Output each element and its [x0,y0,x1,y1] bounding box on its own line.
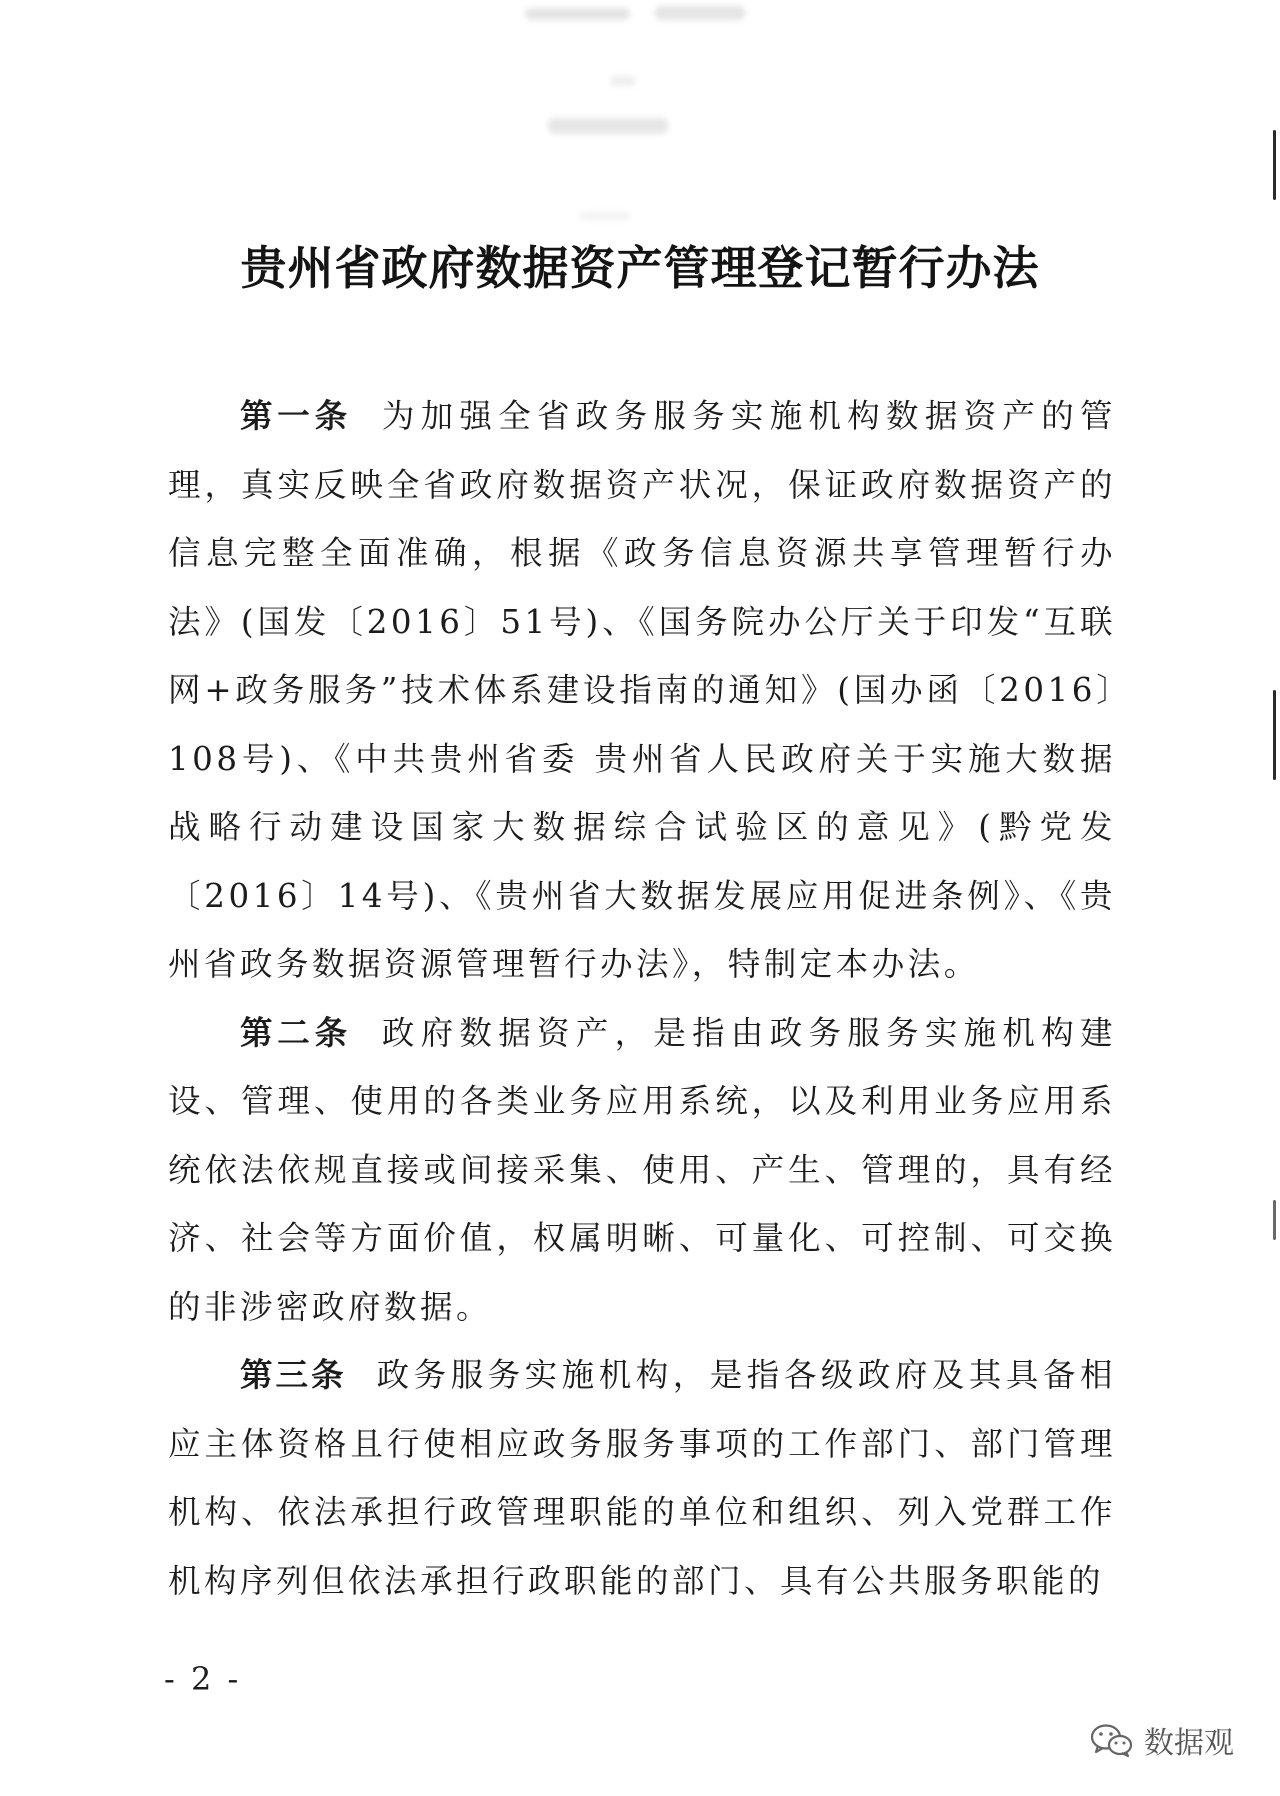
letterhead-residue [610,76,636,86]
scan-edge [1273,690,1276,780]
page-number: - 2 - [164,1660,242,1698]
article-label: 第三条 [240,1356,347,1394]
document-title: 贵州省政府数据资产管理登记暂行办法 [240,241,1040,295]
article-text: 政府数据资产，是指由政务服务实施机构建设、管理、使用的各类业务应用系统，以及利用业务应用系统依法依规直接或间接采集、使用、产生、管理的，具有经济、社会等方面价值，权属明晰、可量化、可控制、可交换的非涉密政府数据。 [168,1013,1116,1326]
article-paragraph [168,1341,1116,1615]
watermark [1090,1718,1234,1762]
watermark-text: 数据观 [1144,1726,1234,1761]
article-label: 第一条 [240,397,352,435]
letterhead-residue [580,212,630,220]
article-text: 政务服务实施机构，是指各级政府及其具备相应主体资格且行使相应政务服务事项的工作部门、部门管理机构、依法承担行政管理职能的单位和组织、列入党群工作机构序列但依法承担行政职能的部门、具有公共服务职能的 [168,1356,1116,1600]
article-paragraph [168,382,1116,999]
article-paragraph [168,999,1116,1342]
article-label: 第二条 [240,1013,352,1052]
letterhead-residue [655,6,745,20]
article-text: 为加强全省政务服务实施机构数据资产的管理，真实反映全省政府数据资产状况，保证政府数据资产的信息完整全面准确，根据《政务信息资源共享管理暂行办法》(国发〔2016〕51号)、《国务院办公厅关于印发“互联网+政务服务”技术体系建设指南的通知》(国办函〔2016〕108号)、《中共贵州省委 贵州省人民政府关于实施大数据战略行动建设国家大数据综合试验区的意见》(黔党发〔2016〕14号)、《贵州省大数据发展应用促进条例》、《贵州省政务数据资源管理暂行办法》，特制定本办法。 [168,397,1116,983]
scan-edge [1273,130,1276,200]
letterhead-residue [548,118,668,134]
scan-edge [1273,1200,1276,1240]
letterhead-residue [525,8,630,20]
wechat-icon [1090,1723,1134,1757]
document-body [168,382,1116,1615]
